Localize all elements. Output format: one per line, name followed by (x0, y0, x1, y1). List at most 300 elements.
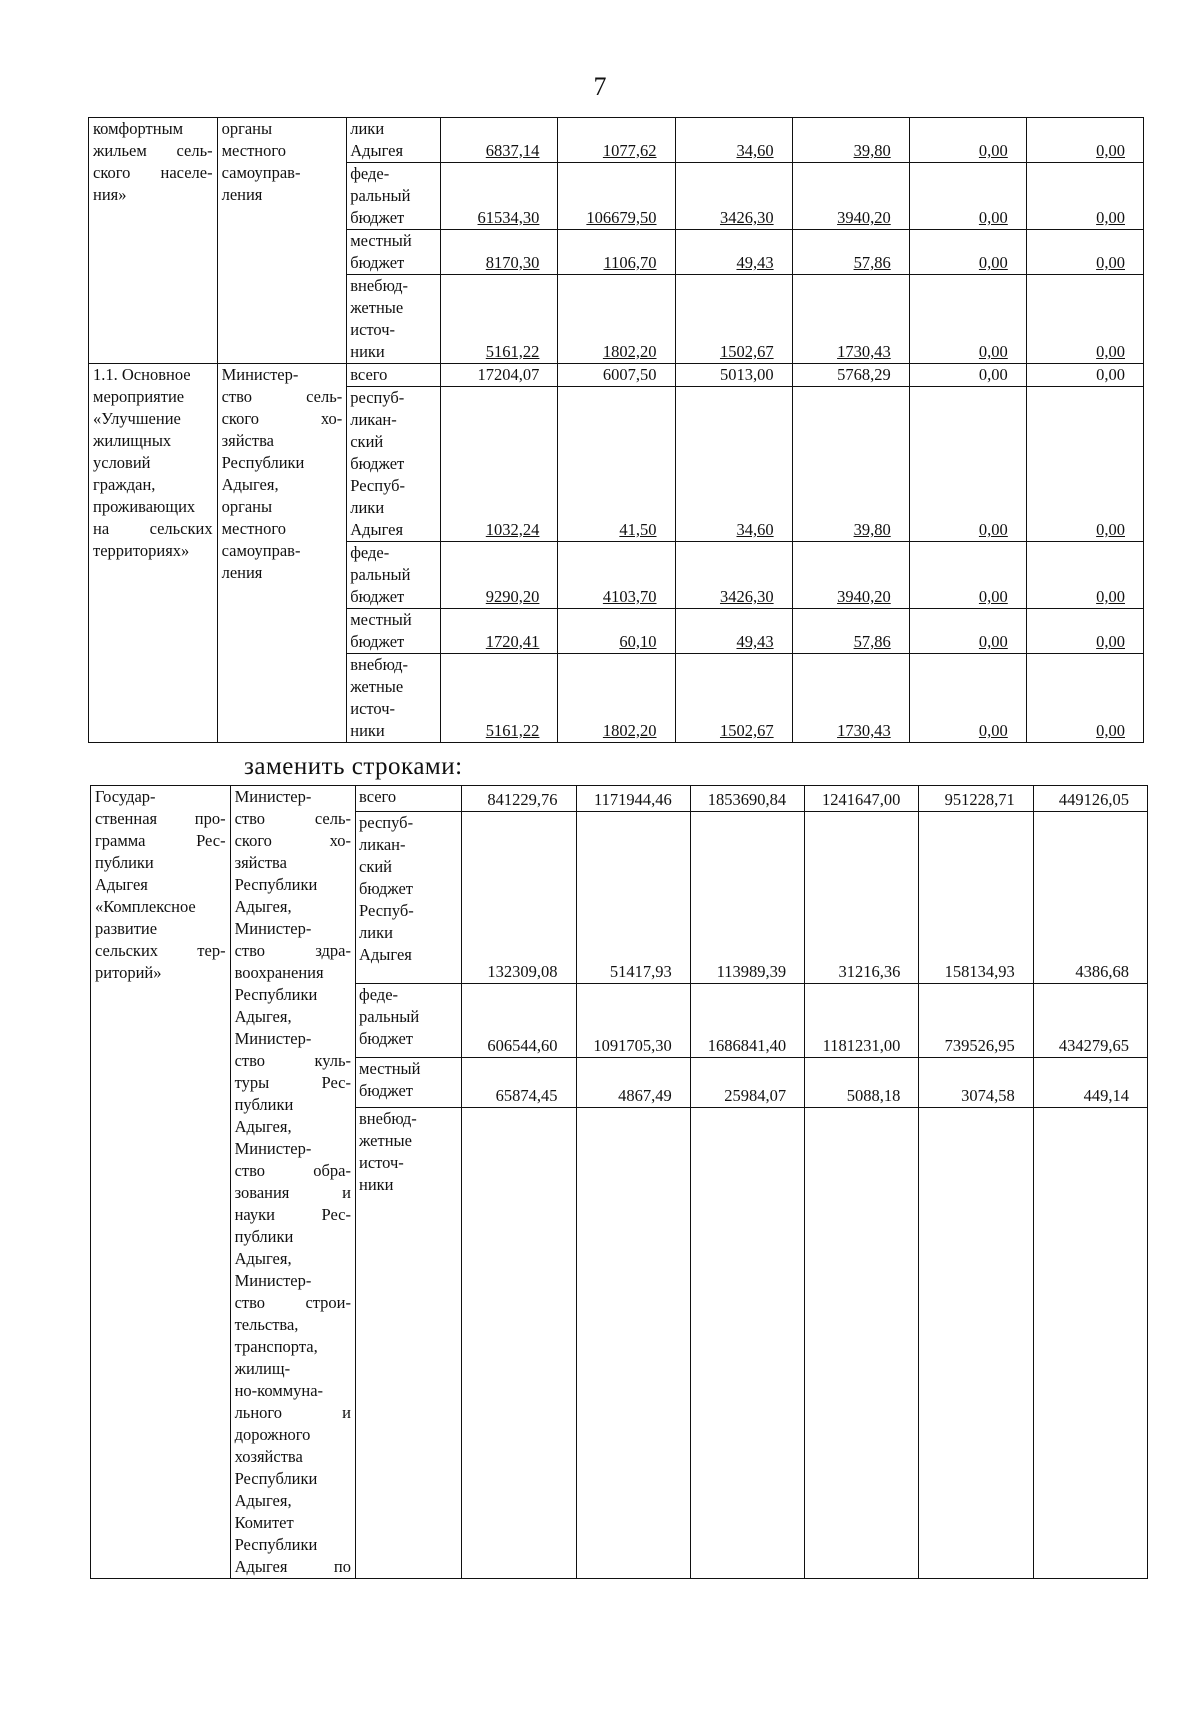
value-text: 3426,30 (719, 208, 774, 227)
value-text: 0,00 (1096, 208, 1125, 227)
funding-source-line: всего (359, 787, 397, 806)
value-cell (1026, 364, 1143, 387)
program-description-line: грамма Рес- (95, 831, 226, 850)
measure-description-line: на сельских (93, 519, 213, 538)
funding-source-cell (347, 387, 441, 542)
value-cell (462, 1108, 576, 1579)
responsible-organization-line: ство куль- (234, 1051, 351, 1070)
responsible-organization-line: зяйства (221, 431, 274, 450)
program-description-line: сельских тер- (95, 941, 226, 960)
funding-source-line: бюджет (350, 208, 405, 227)
value-cell (1026, 542, 1143, 609)
value-text: 841229,76 (487, 789, 558, 809)
funding-source-cell (347, 230, 441, 275)
funding-source-cell (347, 118, 441, 163)
responsible-organization-line: ления (221, 563, 263, 582)
responsible-organization-line: Адыгея, (234, 1007, 292, 1026)
value-text: 6007,50 (602, 365, 657, 384)
value-cell (576, 1058, 690, 1108)
value-cell (805, 811, 919, 983)
value-text: 34,60 (736, 141, 774, 160)
value-cell (675, 609, 792, 654)
value-text: 39,80 (853, 520, 891, 539)
responsible-organization-line: органы (221, 119, 273, 138)
value-text: 3426,30 (719, 587, 774, 606)
funding-source-line: лики (359, 922, 393, 942)
responsible-organization-line: ского хо- (234, 831, 351, 850)
responsible-organization-line: Адыгея, (221, 475, 279, 494)
value-cell (441, 654, 558, 743)
program-description-line: публики (95, 853, 154, 872)
value-cell (792, 542, 909, 609)
program-description-line: «Комплексное (95, 897, 196, 916)
value-cell (1026, 118, 1143, 163)
value-text: 1802,20 (602, 721, 657, 740)
funding-source-line: лики (350, 498, 385, 517)
responsible-organization-line: ство обра- (234, 1161, 351, 1180)
responsible-organization-line: науки Рес- (234, 1205, 351, 1224)
responsible-organization-cell (217, 364, 347, 743)
value-text: 60,10 (619, 632, 657, 651)
value-cell (1026, 163, 1143, 230)
responsible-organization-line: Республики (234, 875, 318, 894)
value-text: 1091705,30 (593, 1036, 672, 1056)
funding-source-line: бюджет (350, 632, 405, 651)
measure-description-line: ского населе- (93, 163, 213, 182)
value-cell (919, 983, 1033, 1057)
program-description-line: Государ- (95, 787, 156, 806)
value-text: 1730,43 (837, 721, 891, 740)
measure-description-line: мероприятие (93, 387, 185, 406)
value-text: 113989,39 (716, 961, 787, 981)
measure-description-line: граждан, (93, 475, 156, 494)
value-text: 0,00 (978, 141, 1008, 160)
value-cell (909, 275, 1026, 364)
responsible-organization-line: ство сель- (221, 387, 343, 406)
funding-source-line: местный (359, 1059, 421, 1079)
value-cell (1026, 275, 1143, 364)
value-text: 1241647,00 (822, 789, 901, 809)
value-text: 158134,93 (944, 961, 1015, 981)
value-cell (462, 786, 576, 812)
funding-source-line: ский (350, 432, 384, 451)
value-cell (690, 1108, 804, 1579)
value-cell (792, 230, 909, 275)
responsible-organization-line: Республики (221, 453, 305, 472)
value-cell (558, 275, 675, 364)
table-row (89, 118, 1144, 163)
responsible-organization-line: транспорта, (234, 1337, 318, 1356)
program-description-line: Адыгея (95, 875, 148, 894)
funding-source-line: источ- (359, 1153, 404, 1172)
value-cell (690, 786, 804, 812)
value-text: 34,60 (736, 520, 774, 539)
value-cell (909, 118, 1026, 163)
value-cell (558, 387, 675, 542)
responsible-organization-line: Адыгея, (234, 1117, 292, 1136)
value-text: 0,00 (1096, 365, 1125, 384)
funding-source-cell (347, 163, 441, 230)
value-cell (792, 609, 909, 654)
value-text: 1502,67 (719, 721, 774, 740)
value-cell (441, 163, 558, 230)
funding-source-line: жетные (359, 1131, 412, 1150)
funding-source-line: лики (350, 119, 385, 138)
responsible-organization-line: Министер- (234, 1139, 312, 1158)
responsible-organization-line: ского хо- (221, 409, 343, 428)
value-text: 606544,60 (487, 1036, 558, 1056)
value-cell (909, 542, 1026, 609)
measure-description-cell (89, 118, 218, 364)
value-cell (909, 364, 1026, 387)
value-text: 1171944,46 (594, 789, 672, 809)
value-cell (675, 275, 792, 364)
value-text: 1106,70 (603, 253, 657, 272)
funding-source-line: источ- (350, 699, 395, 718)
program-description-line: риторий» (95, 963, 162, 982)
value-text: 1802,20 (602, 342, 657, 361)
funding-source-line: ликан- (350, 410, 397, 429)
value-cell (675, 230, 792, 275)
responsible-organization-line: Министер- (234, 787, 312, 806)
value-text: 106679,50 (586, 208, 657, 227)
funding-source-line: всего (350, 365, 388, 384)
value-cell (805, 786, 919, 812)
value-cell (675, 118, 792, 163)
value-cell (441, 364, 558, 387)
value-text: 49,43 (736, 253, 774, 272)
value-cell (690, 983, 804, 1057)
funding-source-line: Адыгея (350, 520, 404, 539)
responsible-organization-cell (217, 118, 347, 364)
value-text: 0,00 (1096, 587, 1125, 606)
value-cell (909, 387, 1026, 542)
value-text: 0,00 (1096, 721, 1125, 740)
value-cell (675, 387, 792, 542)
value-cell (792, 118, 909, 163)
funding-source-line: источ- (350, 320, 395, 339)
value-cell (558, 542, 675, 609)
value-cell (675, 654, 792, 743)
responsible-organization-line: хозяйства (234, 1447, 303, 1466)
responsible-organization-line: но-коммуна- (234, 1381, 324, 1400)
value-text: 739526,95 (944, 1036, 1015, 1056)
responsible-organization-line: Республики (234, 1535, 318, 1554)
value-text: 0,00 (1096, 632, 1125, 651)
responsible-organization-line: ления (221, 185, 263, 204)
value-text: 0,00 (978, 632, 1008, 651)
value-text: 3940,20 (837, 208, 891, 227)
value-cell (675, 542, 792, 609)
value-cell (558, 230, 675, 275)
funding-source-line: респуб- (350, 388, 405, 407)
responsible-organization-line: Министер- (234, 919, 312, 938)
value-text: 1853690,84 (707, 789, 787, 809)
value-cell (792, 387, 909, 542)
value-text: 0,00 (978, 253, 1008, 272)
value-cell (576, 786, 690, 812)
funding-source-line: ральный (350, 186, 411, 205)
responsible-organization-line: туры Рес- (234, 1073, 351, 1092)
table-row (89, 364, 1144, 387)
funding-source-cell (347, 364, 441, 387)
responsible-organization-line: местного (221, 141, 286, 160)
funding-source-line: Респуб- (359, 900, 414, 920)
value-text: 9290,20 (485, 587, 540, 606)
value-text: 6837,14 (485, 141, 540, 160)
value-cell (558, 609, 675, 654)
value-text: 1502,67 (719, 342, 774, 361)
value-cell (919, 1058, 1033, 1108)
value-cell (919, 1108, 1033, 1579)
responsible-organization-line: ство сель- (234, 809, 351, 828)
funding-source-line: бюджет (359, 878, 413, 898)
value-cell (1026, 654, 1143, 743)
responsible-organization-line: воохранения (234, 963, 324, 982)
value-cell (1026, 230, 1143, 275)
value-text: 0,00 (978, 721, 1008, 740)
responsible-organization-line: Министер- (221, 365, 299, 384)
measure-description-line: условий (93, 453, 151, 472)
responsible-organization-line: Комитет (234, 1513, 294, 1532)
funding-source-line: Адыгея (359, 944, 412, 964)
measure-description-line: комфортным (93, 119, 184, 138)
funding-source-line: ники (350, 721, 385, 740)
page-number: 7 (593, 72, 607, 101)
value-text: 1686841,40 (707, 1036, 787, 1056)
funding-source-line: бюджет (359, 1028, 413, 1048)
value-cell (441, 230, 558, 275)
value-text: 5768,29 (837, 365, 891, 384)
value-cell (909, 654, 1026, 743)
value-cell (792, 275, 909, 364)
measure-description-line: жильем сель- (93, 141, 213, 160)
funding-source-cell (356, 811, 462, 983)
responsible-organization-line: самоуправ- (221, 163, 301, 182)
responsible-organization-line: зования и (234, 1183, 351, 1202)
responsible-organization-line: Адыгея, (234, 1491, 292, 1510)
funding-source-line: феде- (359, 984, 399, 1004)
value-cell (441, 387, 558, 542)
funding-source-line: Адыгея (350, 141, 404, 160)
responsible-organization-line: Республики (234, 985, 318, 1004)
value-text: 434279,65 (1058, 1036, 1129, 1056)
value-cell (1026, 609, 1143, 654)
responsible-organization-line: жилищ- (234, 1359, 291, 1378)
responsible-organization-line: ство строи- (234, 1293, 351, 1312)
funding-source-line: ники (350, 342, 385, 361)
funding-source-line: феде- (350, 543, 390, 562)
funding-source-cell (356, 983, 462, 1057)
value-text: 39,80 (853, 141, 891, 160)
value-text: 1720,41 (485, 632, 540, 651)
program-description-cell (91, 786, 231, 1579)
responsible-organization-line: дорожного (234, 1425, 311, 1444)
funding-source-line: жетные (350, 298, 404, 317)
value-cell (792, 654, 909, 743)
value-text: 8170,30 (485, 253, 540, 272)
program-description-line: развитие (95, 919, 158, 938)
value-cell (576, 1108, 690, 1579)
responsible-organization-cell (230, 786, 355, 1579)
funding-source-cell (347, 609, 441, 654)
funding-source-line: внебюд- (359, 1109, 417, 1128)
funding-source-line: бюджет (350, 587, 405, 606)
value-text: 1077,62 (602, 141, 657, 160)
responsible-organization-line: Адыгея, (234, 897, 292, 916)
funding-source-cell (356, 786, 462, 812)
responsible-organization-line: органы (221, 497, 273, 516)
value-text: 57,86 (853, 632, 891, 651)
responsible-organization-line: местного (221, 519, 286, 538)
value-cell (441, 542, 558, 609)
value-cell (462, 1058, 576, 1108)
value-cell (576, 983, 690, 1057)
value-text: 4103,70 (602, 587, 657, 606)
funding-source-line: ральный (359, 1006, 420, 1026)
measure-description-line: 1.1. Основное (93, 365, 191, 384)
funding-source-line: местный (350, 231, 412, 250)
value-text: 49,43 (736, 632, 774, 651)
value-text: 0,00 (978, 587, 1008, 606)
value-cell (558, 364, 675, 387)
value-text: 0,00 (978, 520, 1008, 539)
funding-source-cell (347, 542, 441, 609)
value-text: 0,00 (978, 342, 1008, 361)
funding-source-line: респуб- (359, 812, 414, 832)
measure-description-line: ния» (93, 185, 127, 204)
value-text: 5161,22 (485, 342, 540, 361)
replace-heading: заменить строками: (244, 753, 463, 780)
value-text: 449,14 (1083, 1086, 1129, 1105)
value-cell (1033, 786, 1147, 812)
budget-table-original (88, 117, 1144, 743)
value-text: 449126,05 (1058, 789, 1129, 809)
responsible-organization-line: Министер- (234, 1029, 312, 1048)
value-cell (909, 609, 1026, 654)
value-cell (558, 118, 675, 163)
value-text: 951228,71 (944, 789, 1015, 809)
value-cell (675, 364, 792, 387)
value-cell (1033, 983, 1147, 1057)
responsible-organization-line: тельства, (234, 1315, 299, 1334)
value-cell (441, 275, 558, 364)
value-text: 61534,30 (477, 208, 540, 227)
funding-source-line: внебюд- (350, 655, 408, 674)
value-cell (690, 811, 804, 983)
value-cell (805, 983, 919, 1057)
value-text: 0,00 (978, 365, 1008, 384)
budget-table-replacement (90, 785, 1148, 1579)
value-cell (441, 609, 558, 654)
responsible-organization-line: Министер- (234, 1271, 312, 1290)
value-cell (909, 230, 1026, 275)
value-cell (792, 364, 909, 387)
responsible-organization-line: ство здра- (234, 941, 351, 960)
funding-source-line: ральный (350, 565, 411, 584)
value-text: 5088,18 (846, 1086, 901, 1105)
value-cell (462, 983, 576, 1057)
funding-source-line: ский (359, 856, 392, 876)
funding-source-line: бюджет (359, 1081, 413, 1101)
value-text: 1181231,00 (822, 1036, 901, 1056)
table-row (91, 786, 1148, 812)
measure-description-line: проживающих (93, 497, 196, 516)
value-text: 25984,07 (724, 1086, 787, 1105)
value-text: 132309,08 (487, 961, 558, 981)
funding-source-cell (347, 275, 441, 364)
value-cell (1033, 1108, 1147, 1579)
funding-source-line: жетные (350, 677, 404, 696)
value-cell (1026, 387, 1143, 542)
funding-source-line: бюджет (350, 454, 405, 473)
value-text: 41,50 (619, 520, 657, 539)
value-cell (675, 163, 792, 230)
responsible-organization-line: льного и (234, 1403, 351, 1422)
value-text: 17204,07 (477, 365, 540, 384)
value-text: 1730,43 (837, 342, 891, 361)
funding-source-cell (356, 1108, 462, 1579)
value-cell (919, 811, 1033, 983)
value-cell (690, 1058, 804, 1108)
responsible-organization-line: самоуправ- (221, 541, 301, 560)
value-text: 3074,58 (961, 1086, 1015, 1105)
responsible-organization-line: Адыгея по (234, 1557, 351, 1576)
funding-source-line: внебюд- (350, 276, 408, 295)
funding-source-line: Респуб- (350, 476, 406, 495)
value-cell (1033, 1058, 1147, 1108)
value-text: 3940,20 (837, 587, 891, 606)
value-text: 31216,36 (838, 961, 901, 981)
value-cell (919, 786, 1033, 812)
funding-source-cell (347, 654, 441, 743)
value-cell (558, 654, 675, 743)
responsible-organization-line: Республики (234, 1469, 318, 1488)
value-text: 0,00 (978, 208, 1008, 227)
funding-source-line: ликан- (359, 834, 406, 854)
value-cell (909, 163, 1026, 230)
funding-source-cell (356, 1058, 462, 1108)
funding-source-line: бюджет (350, 253, 405, 272)
value-cell (805, 1058, 919, 1108)
measure-description-cell (89, 364, 218, 743)
value-cell (441, 118, 558, 163)
funding-source-line: феде- (350, 164, 390, 183)
funding-source-line: ники (359, 1175, 394, 1194)
value-text: 5161,22 (485, 721, 540, 740)
value-cell (462, 811, 576, 983)
value-text: 4386,68 (1075, 961, 1129, 981)
value-cell (576, 811, 690, 983)
value-text: 4867,49 (618, 1086, 672, 1105)
responsible-organization-line: зяйства (234, 853, 287, 872)
measure-description-line: территориях» (93, 541, 190, 560)
value-text: 0,00 (1096, 141, 1125, 160)
measure-description-line: жилищных (93, 431, 172, 450)
measure-description-line: «Улучшение (93, 409, 181, 428)
value-text: 0,00 (1096, 342, 1125, 361)
value-cell (1033, 811, 1147, 983)
responsible-organization-line: публики (234, 1095, 294, 1114)
program-description-line: ственная про- (95, 809, 226, 828)
responsible-organization-line: Адыгея, (234, 1249, 292, 1268)
value-text: 0,00 (1096, 253, 1125, 272)
value-text: 65874,45 (495, 1086, 558, 1105)
responsible-organization-line: публики (234, 1227, 294, 1246)
funding-source-line: местный (350, 610, 412, 629)
value-cell (805, 1108, 919, 1579)
value-cell (792, 163, 909, 230)
